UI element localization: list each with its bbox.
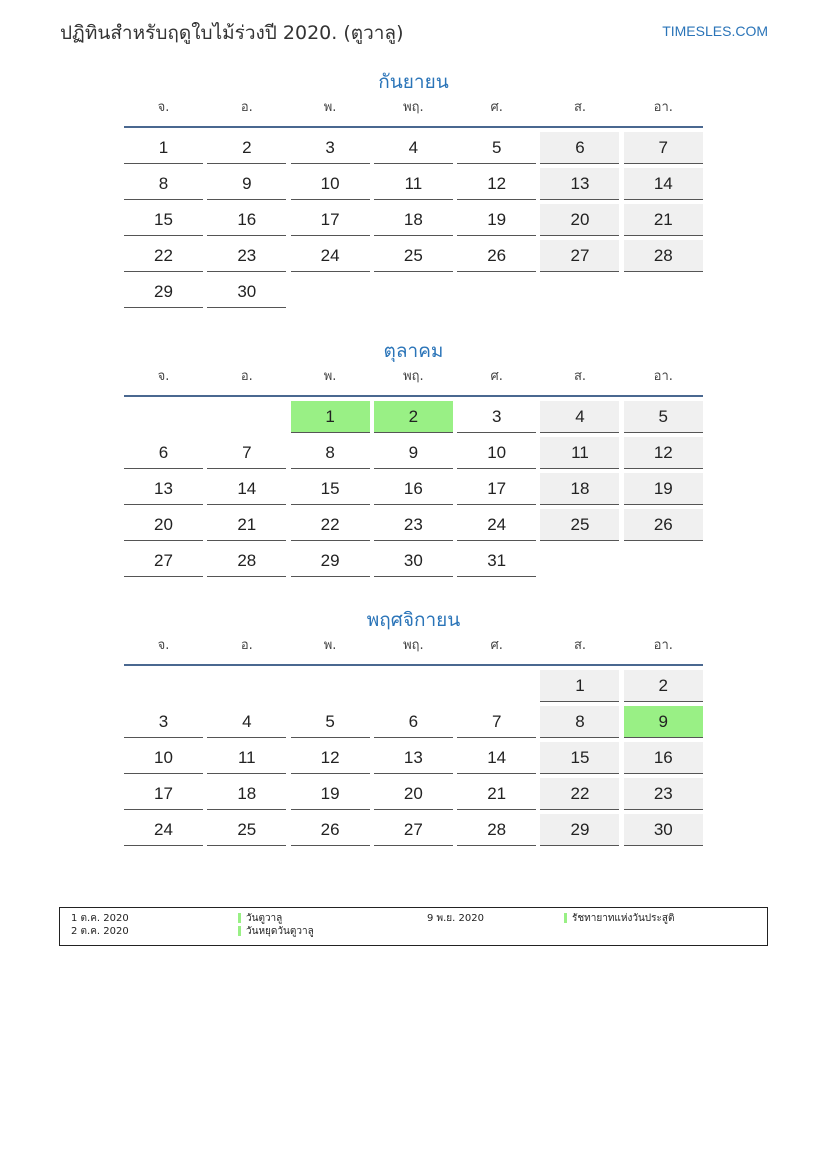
day-cell: 1 [540,670,619,702]
empty-cell [291,670,370,701]
weekday-header [124,365,703,397]
day-cell: 3 [457,401,536,433]
day-cell: 12 [291,742,370,774]
day-cell: 6 [374,706,453,738]
day-cell: 10 [457,437,536,469]
day-cell: 11 [374,168,453,200]
weekday-tue: อ. [240,369,253,384]
month-october [124,337,703,577]
day-cell: 13 [540,168,619,200]
day-cell: 15 [540,742,619,774]
day-cell: 2 [207,132,286,164]
day-cell: 24 [291,240,370,272]
day-cell: 18 [374,204,453,236]
weekday-mon: จ. [157,100,170,115]
day-cell: 27 [540,240,619,272]
weekday-sat: ส. [573,638,587,653]
day-cell: 7 [457,706,536,738]
day-cell: 22 [540,778,619,810]
day-cell: 22 [124,240,203,272]
day-cell: 13 [374,742,453,774]
weekday-tue: อ. [240,638,253,653]
month-november [124,606,703,846]
day-cell: 1 [124,132,203,164]
day-cell: 20 [374,778,453,810]
legend-color-swatch [238,926,241,936]
day-cell: 24 [124,814,203,846]
day-cell: 23 [374,509,453,541]
day-cell: 27 [124,545,203,577]
day-cell: 19 [624,473,703,505]
legend-date: 2 ต.ค. 2020 [71,926,129,937]
legend-color-swatch [564,913,567,923]
day-cell: 4 [540,401,619,433]
day-cell: 6 [124,437,203,469]
day-grid [124,401,703,577]
day-cell: 29 [124,276,203,308]
legend-holiday-name: วันหยุดวันตูวาลู [246,926,314,937]
weekday-thu: พฤ. [403,369,424,384]
page-title: ปฏิทินสำหรับฤดูใบไม้ร่วงปี 2020. (ตูวาลู) [60,22,404,44]
empty-cell [457,670,536,701]
weekday-header [124,96,703,128]
month-name: พฤศจิกายน [366,609,461,631]
day-cell: 24 [457,509,536,541]
day-cell: 18 [540,473,619,505]
day-cell: 3 [124,706,203,738]
legend-entry [564,913,675,925]
legend-date: 1 ต.ค. 2020 [71,913,129,924]
holiday-day-cell: 1 [291,401,370,433]
weekday-sat: ส. [573,369,587,384]
day-cell: 30 [624,814,703,846]
weekday-wed: พ. [323,100,337,115]
day-cell: 21 [457,778,536,810]
weekday-fri: ศ. [490,100,503,115]
weekday-wed: พ. [323,369,337,384]
day-cell: 9 [374,437,453,469]
day-cell: 7 [207,437,286,469]
weekday-fri: ศ. [490,638,503,653]
day-cell: 16 [374,473,453,505]
weekday-mon: จ. [157,638,170,653]
weekday-fri: ศ. [490,369,503,384]
day-cell: 23 [624,778,703,810]
day-cell: 13 [124,473,203,505]
day-cell: 5 [624,401,703,433]
day-cell: 16 [207,204,286,236]
legend-color-swatch [238,913,241,923]
day-cell: 23 [207,240,286,272]
day-cell: 15 [124,204,203,236]
day-cell: 14 [624,168,703,200]
day-cell: 28 [624,240,703,272]
day-cell: 20 [540,204,619,236]
day-cell: 10 [291,168,370,200]
day-cell: 31 [457,545,536,577]
day-cell: 18 [207,778,286,810]
day-grid [124,670,703,846]
day-cell: 28 [207,545,286,577]
day-cell: 5 [291,706,370,738]
legend-holiday-name: รัชทายาทแห่งวันประสูติ [572,913,675,924]
day-cell: 25 [207,814,286,846]
day-cell: 17 [457,473,536,505]
day-cell: 15 [291,473,370,505]
day-cell: 25 [374,240,453,272]
weekday-sun: อา. [653,638,673,653]
day-cell: 8 [540,706,619,738]
holiday-day-cell: 9 [624,706,703,738]
legend-holiday-name: วันตูวาลู [246,913,283,924]
day-cell: 19 [457,204,536,236]
empty-cell [374,670,453,701]
legend-date: 9 พ.ย. 2020 [427,913,484,924]
holiday-day-cell: 2 [374,401,453,433]
day-cell: 5 [457,132,536,164]
day-cell: 16 [624,742,703,774]
empty-cell [124,670,203,701]
day-grid [124,132,703,308]
day-cell: 10 [124,742,203,774]
empty-cell [207,670,286,701]
month-name: ตุลาคม [383,340,444,362]
day-cell: 4 [207,706,286,738]
weekday-thu: พฤ. [403,638,424,653]
day-cell: 28 [457,814,536,846]
weekday-sun: อา. [653,100,673,115]
day-cell: 26 [624,509,703,541]
empty-cell [124,401,203,432]
day-cell: 14 [457,742,536,774]
day-cell: 27 [374,814,453,846]
day-cell: 25 [540,509,619,541]
month-september [124,68,703,308]
day-cell: 30 [374,545,453,577]
day-cell: 21 [207,509,286,541]
empty-cell [207,401,286,432]
day-cell: 29 [540,814,619,846]
weekday-mon: จ. [157,369,170,384]
day-cell: 21 [624,204,703,236]
day-cell: 2 [624,670,703,702]
day-cell: 26 [291,814,370,846]
day-cell: 8 [291,437,370,469]
legend-entry [238,913,282,925]
day-cell: 3 [291,132,370,164]
legend-entry [238,926,314,938]
weekday-sat: ส. [573,100,587,115]
weekday-sun: อา. [653,369,673,384]
day-cell: 8 [124,168,203,200]
day-cell: 29 [291,545,370,577]
weekday-thu: พฤ. [403,100,424,115]
day-cell: 22 [291,509,370,541]
day-cell: 4 [374,132,453,164]
holiday-legend [59,907,768,946]
weekday-header [124,634,703,666]
day-cell: 12 [457,168,536,200]
weekday-wed: พ. [323,638,337,653]
day-cell: 20 [124,509,203,541]
day-cell: 11 [207,742,286,774]
day-cell: 11 [540,437,619,469]
day-cell: 7 [624,132,703,164]
day-cell: 26 [457,240,536,272]
day-cell: 30 [207,276,286,308]
day-cell: 6 [540,132,619,164]
day-cell: 9 [207,168,286,200]
day-cell: 19 [291,778,370,810]
weekday-tue: อ. [240,100,253,115]
day-cell: 14 [207,473,286,505]
day-cell: 12 [624,437,703,469]
site-link[interactable]: TIMESLES.COM [662,23,768,39]
month-name: กันยายน [378,71,449,93]
day-cell: 17 [124,778,203,810]
day-cell: 17 [291,204,370,236]
